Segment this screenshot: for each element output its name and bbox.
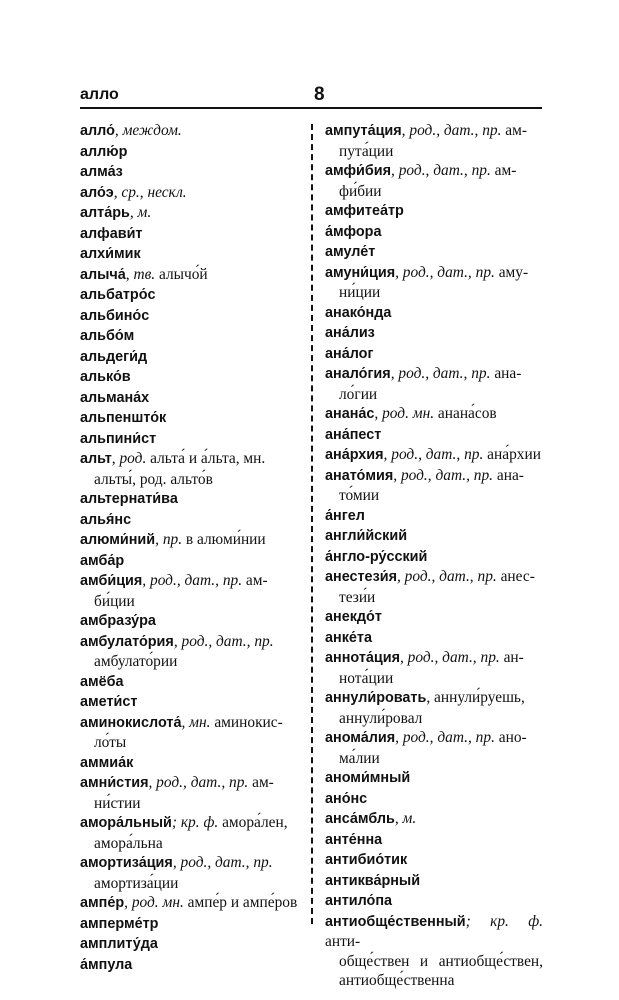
entry-text: ана-	[490, 365, 522, 382]
dictionary-entry	[325, 222, 543, 243]
entry-continuation: тези́и	[339, 588, 376, 606]
headword: анако́нда	[325, 304, 392, 321]
headword: алфави́т	[80, 225, 143, 242]
headword: амуни́ция	[325, 264, 396, 281]
entry-continuation: ло́ты	[94, 734, 127, 751]
headword: альбо́м	[80, 328, 135, 344]
headword: антиобще́ственный	[325, 913, 466, 930]
entry-continuation: обще́ствен и антиобще́ствен, антиобще́ственна	[339, 952, 543, 989]
dictionary-entry	[80, 571, 302, 611]
grammar-label: , м.	[394, 810, 417, 827]
entry-text: аму-	[494, 263, 529, 281]
entry-continuation: альты́, род. альто́в	[94, 470, 213, 488]
headword: альбино́с	[80, 307, 150, 324]
entry-text: алычо́й	[155, 265, 208, 283]
entry-text: альта́ и а́льта, мн.	[146, 450, 266, 467]
headword: амперме́тр	[80, 915, 159, 932]
headword: амети́ст	[80, 694, 138, 710]
headword: анке́та	[325, 629, 372, 646]
headword: аммиа́к	[80, 754, 134, 771]
headword: аллю́р	[80, 143, 128, 160]
dictionary-entry	[325, 871, 543, 892]
dictionary-entry	[325, 201, 543, 222]
entry-continuation: амора́льна	[94, 834, 163, 852]
dictionary-entry	[325, 506, 543, 527]
headword: аннули́ровать	[325, 690, 427, 706]
entry-text: в алюми́нии	[182, 531, 266, 548]
headword: альпини́ст	[80, 430, 157, 447]
entry-text: амора́лен,	[218, 814, 288, 831]
dictionary-entry	[80, 692, 302, 713]
headword: альдеги́д	[80, 348, 148, 365]
entry-continuation: би́ции	[94, 592, 135, 610]
headword: ало́э	[80, 184, 114, 201]
dictionary-entry	[325, 628, 543, 649]
dictionary-entry	[325, 789, 543, 810]
dictionary-entry	[80, 893, 302, 914]
dictionary-entry	[80, 429, 302, 450]
dictionary-entry	[80, 489, 302, 510]
dictionary-entry	[325, 323, 543, 344]
entry-continuation: то́мии	[339, 487, 380, 504]
column-divider	[311, 124, 313, 924]
entry-continuation: нота́ции	[339, 669, 394, 687]
headword: алько́в	[80, 369, 131, 385]
headword: амби́ция	[80, 573, 143, 589]
headword: амплиту́да	[80, 936, 158, 952]
running-header	[80, 86, 540, 106]
grammar-label: , род., дат., пр.	[396, 568, 497, 585]
grammar-label: , род., дат., пр.	[401, 122, 502, 139]
entry-text: ам-	[248, 774, 274, 791]
dictionary-entry	[325, 850, 543, 871]
grammar-label: , мн.	[181, 713, 211, 731]
headword: алья́нс	[80, 511, 132, 528]
dictionary-entry	[80, 306, 302, 327]
dictionary-entry	[80, 408, 302, 429]
grammar-label: , род., дат., пр.	[399, 649, 500, 666]
headword: анса́мбль	[325, 811, 395, 827]
grammar-label: , род., дат., пр.	[390, 365, 491, 382]
entry-text: ам-	[501, 122, 527, 139]
headword: ана́рхия	[325, 447, 384, 463]
headword: ана́лиз	[325, 325, 375, 341]
dictionary-entry	[80, 142, 302, 163]
headword: ампе́р	[80, 895, 125, 911]
headword: анома́лия	[325, 730, 396, 746]
headword: алма́з	[80, 164, 123, 180]
headword: амба́р	[80, 552, 125, 569]
dictionary-entry	[325, 445, 543, 466]
headword: аннота́ция	[325, 650, 400, 666]
entry-text: ана-	[493, 466, 524, 484]
grammar-label: , ср., нескл.	[113, 183, 187, 201]
entry-text: анти-	[325, 933, 361, 950]
grammar-label: , пр.	[155, 531, 183, 548]
entry-text: ампе́р и ампе́ров	[183, 894, 298, 911]
headword: алюми́ний	[80, 532, 156, 548]
headword: а́мпула	[80, 956, 133, 973]
dictionary-entry	[80, 753, 302, 774]
headword: а́мфора	[325, 223, 382, 240]
entry-continuation: ло́гии	[339, 385, 378, 403]
dictionary-entry	[80, 224, 302, 245]
headword: антибио́тик	[325, 852, 408, 868]
headword: анте́нна	[325, 831, 383, 848]
entry-continuation: фи́бии	[339, 182, 382, 200]
dictionary-entry	[80, 367, 302, 388]
dictionary-entry	[325, 648, 543, 688]
dictionary-entry	[80, 672, 302, 693]
dictionary-entry	[80, 530, 302, 551]
headword: а́нгел	[325, 507, 365, 524]
headword: амёба	[80, 673, 124, 690]
headword: амфитеа́тр	[325, 203, 404, 219]
headword: ана́пест	[325, 426, 382, 443]
dictionary-entry	[325, 344, 543, 365]
grammar-label: , междом.	[114, 122, 182, 139]
entry-continuation: ни́стии	[94, 794, 141, 812]
dictionary-entry	[80, 632, 302, 672]
dictionary-entry	[325, 466, 543, 506]
headword: анато́мия	[325, 467, 394, 484]
grammar-label: , род.	[111, 450, 147, 467]
grammar-label: , род., дат., пр.	[173, 632, 274, 650]
dictionary-entry	[80, 773, 302, 813]
dictionary-entry	[325, 121, 543, 161]
dictionary-entry	[80, 121, 302, 142]
headword: анало́гия	[325, 366, 391, 382]
headword: альбатро́с	[80, 287, 156, 303]
entry-text: анана́сов	[434, 405, 497, 422]
headword: антило́па	[325, 893, 393, 909]
headword: альпеншто́к	[80, 410, 167, 426]
dictionary-entry	[80, 244, 302, 265]
grammar-label: , род., дат., пр.	[148, 774, 249, 791]
dictionary-entry	[325, 830, 543, 851]
dictionary-entry	[80, 449, 302, 489]
entry-continuation: амбулато́рии	[94, 653, 178, 670]
headword: ано́нс	[325, 790, 368, 807]
grammar-label: , род., дат., пр.	[172, 854, 273, 871]
grammar-label: ; кр. ф.	[171, 814, 219, 831]
entry-continuation: амортиза́ции	[94, 874, 179, 892]
entry-text: ано-	[494, 729, 527, 746]
dictionary-entry	[80, 510, 302, 531]
dictionary-entry	[80, 934, 302, 955]
dictionary-entry	[80, 183, 302, 204]
dictionary-entry	[80, 914, 302, 935]
dictionary-entry	[325, 263, 543, 303]
dictionary-entry	[80, 853, 302, 893]
headword: алхи́мик	[80, 246, 141, 262]
dictionary-entry	[325, 567, 543, 607]
header-rule	[80, 107, 542, 109]
dictionary-entry	[80, 203, 302, 224]
dictionary-entry	[325, 728, 543, 768]
entry-text: анес-	[496, 568, 535, 585]
grammar-label: , род., дат., пр.	[393, 466, 494, 484]
headword: англи́йский	[325, 528, 408, 544]
dictionary-entry	[80, 388, 302, 409]
grammar-label: ; кр. ф.	[465, 912, 543, 930]
entry-text: ана́рхии	[483, 446, 541, 463]
headword: анекдо́т	[325, 609, 382, 625]
grammar-label: , род., дат., пр.	[383, 446, 484, 463]
entry-text: ам-	[242, 572, 268, 589]
dictionary-entry	[80, 551, 302, 572]
left-column	[80, 121, 302, 975]
headword: аминокислота́	[80, 714, 182, 731]
headword: ана́лог	[325, 345, 374, 362]
dictionary-entry	[325, 526, 543, 547]
dictionary-entry	[325, 242, 543, 263]
headword: анана́с	[325, 406, 375, 422]
headword: аноми́мный	[325, 770, 411, 786]
entry-text: ам-	[490, 162, 517, 179]
headword: амора́льный	[80, 815, 172, 831]
dictionary-entry	[80, 326, 302, 347]
headword: альт	[80, 451, 112, 467]
entry-text: , аннули́руешь,	[426, 689, 525, 706]
grammar-label: , род. мн.	[124, 894, 184, 911]
headword: а́нгло-ру́сский	[325, 548, 428, 565]
headword: амуле́т	[325, 244, 376, 260]
dictionary-entry	[80, 713, 302, 753]
headword: алта́рь	[80, 205, 130, 221]
dictionary-entry	[325, 891, 543, 912]
dictionary-entry	[80, 611, 302, 632]
headword: антиква́рный	[325, 872, 421, 889]
headword: амни́стия	[80, 775, 149, 791]
dictionary-entry	[80, 265, 302, 286]
grammar-label: , род. мн.	[374, 405, 435, 422]
entry-text: ан-	[499, 649, 524, 666]
grammar-label: , род., дат., пр.	[142, 572, 243, 589]
grammar-label: , род., дат., пр.	[395, 729, 495, 746]
dictionary-entry	[80, 813, 302, 853]
grammar-label: , тв.	[125, 265, 156, 283]
dictionary-entry	[325, 547, 543, 568]
grammar-label: , род., дат., пр.	[395, 263, 495, 281]
dictionary-entry	[80, 955, 302, 976]
dictionary-entry	[80, 285, 302, 306]
dictionary-entry	[80, 162, 302, 183]
guide-word: алло	[80, 86, 119, 103]
headword: алло́	[80, 123, 115, 139]
dictionary-entry	[325, 161, 543, 201]
dictionary-entry	[325, 768, 543, 789]
grammar-label: , род., дат., пр.	[391, 162, 491, 179]
headword: ампута́ция	[325, 123, 402, 139]
entry-continuation: ма́лии	[339, 749, 380, 767]
dictionary-entry	[325, 688, 543, 728]
headword: альтернати́ва	[80, 491, 178, 507]
dictionary-entry	[325, 425, 543, 446]
grammar-label: , м.	[129, 204, 152, 221]
dictionary-entry	[325, 364, 543, 404]
headword: анестези́я	[325, 569, 397, 585]
right-column	[325, 121, 543, 991]
entry-text: аминокис-	[210, 713, 283, 731]
dictionary-entry	[80, 347, 302, 368]
dictionary-entry	[325, 404, 543, 425]
dictionary-entry	[325, 607, 543, 628]
dictionary-entry	[325, 912, 543, 991]
entry-continuation: пута́ции	[339, 142, 394, 160]
entry-continuation: ни́ции	[339, 284, 381, 301]
page-number: 8	[314, 84, 325, 105]
headword: амфи́бия	[325, 163, 392, 179]
headword: альмана́х	[80, 389, 150, 406]
entry-continuation: аннули́ровал	[339, 709, 423, 727]
dictionary-entry	[325, 809, 543, 830]
headword: амбулато́рия	[80, 633, 174, 650]
dictionary-entry	[325, 303, 543, 324]
headword: алыча́	[80, 266, 126, 283]
headword: амортиза́ция	[80, 855, 173, 871]
headword: амбразу́ра	[80, 613, 156, 629]
